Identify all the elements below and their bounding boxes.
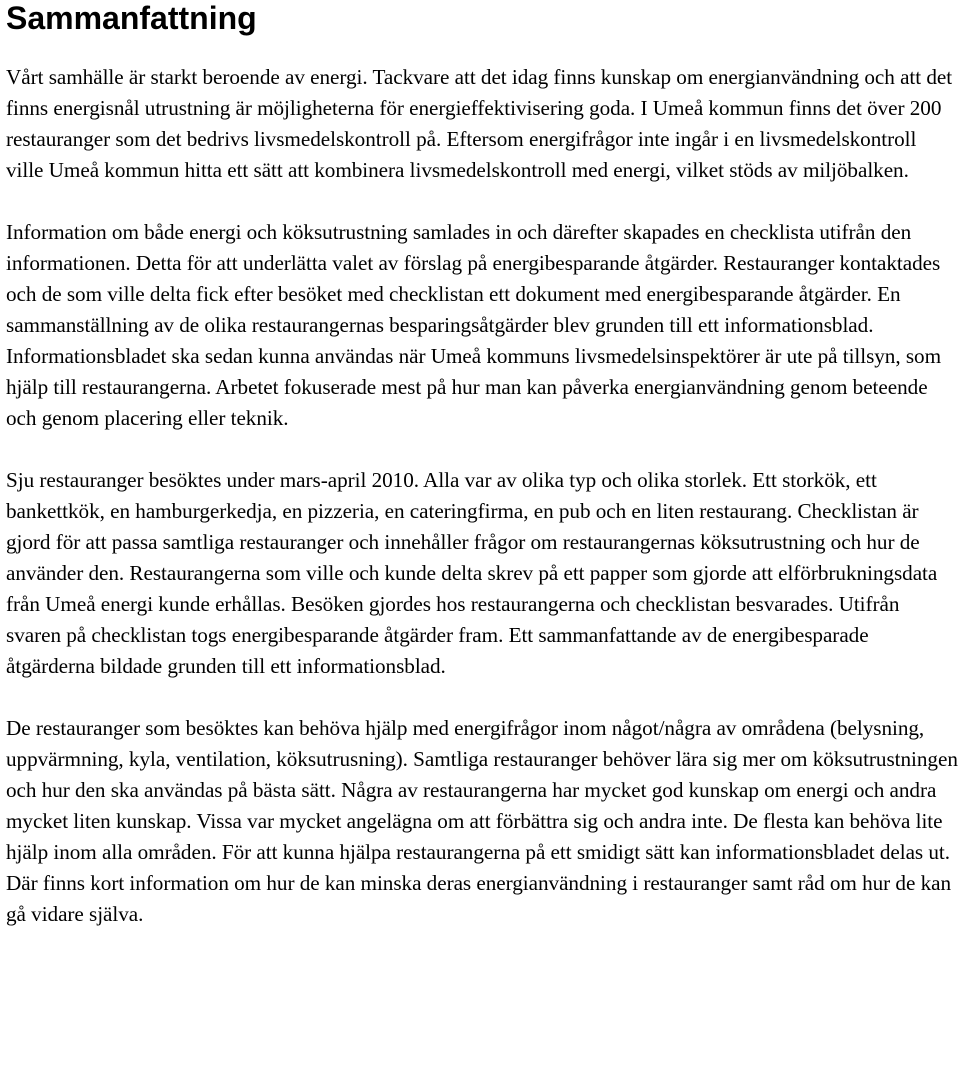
page-title: Sammanfattning xyxy=(6,0,257,36)
paragraph-conclusion: De restauranger som besöktes kan behöva hjälp med energifrågor inom något/några av områdena (belysning, uppvärmning, kyla, ventilation, köksutrusning). Samtliga restauranger behöver lära sig mer om köksutrustningen och hur den ska användas på bästa sätt. Några av restaurangerna har mycket god kunskap om energi och andra mycket liten kunskap. Vissa var mycket angelägna om att förbättra sig och andra inte. De flesta kan behöva lite hjälp inom alla områden. För att kunna hjälpa restaurangerna på ett smidigt sätt kan informationsbladet delas ut. Där finns kort information om hur de kan minska deras energianvändning i restauranger samt råd om hur de kan gå vidare själva. xyxy=(6,716,958,926)
document-page xyxy=(6,0,958,930)
paragraph-method: Information om både energi och köksutrustning samlades in och därefter skapades en checklista utifrån den informationen. Detta för att underlätta valet av förslag på energibesparande åtgärder. Restauranger kontaktades och de som ville delta fick efter besöket med checklistan ett dokument med energibesparande åtgärder. En sammanställning av de olika restaurangernas besparingsåtgärder blev grunden till ett informationsblad. Informationsbladet ska sedan kunna användas när Umeå kommuns livsmedelsinspektörer är ute på tillsyn, som hjälp till restaurangerna. Arbetet fokuserade mest på hur man kan påverka energianvändning genom beteende och genom placering eller teknik. xyxy=(6,220,942,430)
paragraph-visits: Sju restauranger besöktes under mars-april 2010. Alla var av olika typ och olika storlek. Ett storkök, ett bankettkök, en hamburgerkedja, en pizzeria, en cateringfirma, en pub och en liten restaurang. Checklistan är gjord för att passa samtliga restauranger och innehåller frågor om restaurangernas köksutrustning och hur de använder den. Restaurangerna som ville och kunde delta skrev på ett papper som gjorde att elförbrukningsdata från Umeå energi kunde erhållas. Besöken gjordes hos restaurangerna och checklistan besvarades. Utifrån svaren på checklistan togs energibesparande åtgärder fram. Ett sammanfattande av de energibesparade åtgärderna bildade grunden till ett informationsblad. xyxy=(6,468,938,678)
paragraph-intro: Vårt samhälle är starkt beroende av energi. Tackvare att det idag finns kunskap om energianvändning och att det finns energisnål utrustning är möjligheterna för energieffektivisering goda. I Umeå kommun finns det över 200 restauranger som det bedrivs livsmedelskontroll på. Eftersom energifrågor inte ingår i en livsmedelskontroll ville Umeå kommun hitta ett sätt att kombinera livsmedelskontroll med energi, vilket stöds av miljöbalken. xyxy=(6,65,953,182)
